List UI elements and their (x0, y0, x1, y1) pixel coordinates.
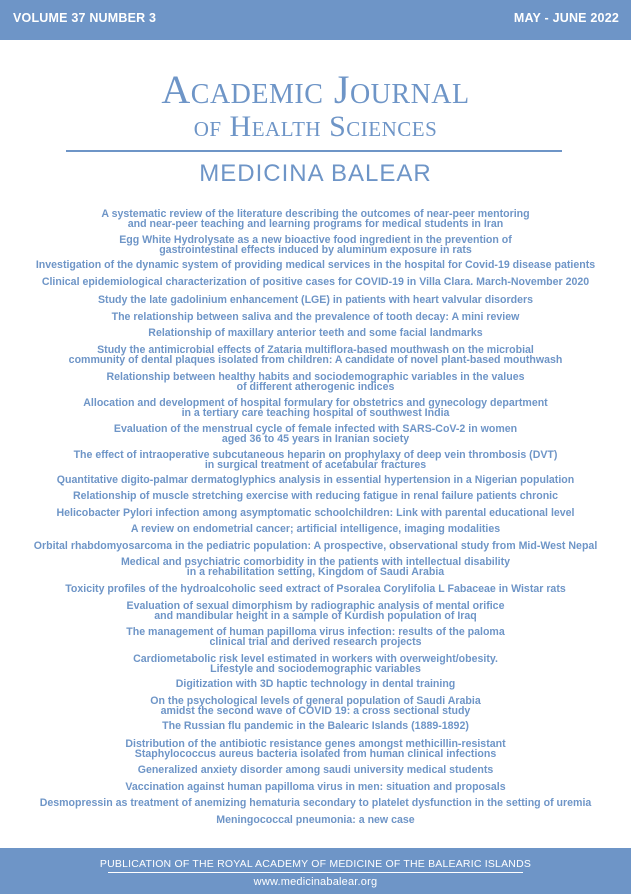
article-title-line: The management of human papilloma virus infection: results of the paloma (126, 626, 505, 638)
article-title-line: Lifestyle and sociodemographic variables (210, 662, 421, 675)
article-title[interactable] (6, 697, 625, 716)
bottom-banner (0, 848, 631, 894)
article-title[interactable] (6, 278, 625, 288)
journal-subtitle: MEDICINA BALEAR (199, 160, 432, 187)
article-title[interactable] (6, 329, 625, 339)
article-title-line: Helicobacter Pylori infection among asymptomatic schoolchildren: Link with parental educational level (56, 507, 575, 519)
article-title[interactable] (6, 655, 625, 674)
article-title-line: Staphylococcus aureus bacteria isolated from human clinical infections (134, 747, 497, 760)
article-title-line: Relationship of maxillary anterior teeth and some facial landmarks (148, 327, 483, 339)
article-title-line: On the psychological levels of general population of Saudi Arabia (150, 695, 481, 707)
article-title[interactable] (6, 313, 625, 323)
article-title[interactable] (6, 525, 625, 535)
article-title-line: gastrointestinal effects induced by aluminum exposure in rats (159, 243, 472, 256)
article-title[interactable] (6, 236, 625, 255)
article-title[interactable] (6, 766, 625, 776)
volume-number: VOLUME 37 NUMBER 3 (13, 11, 157, 25)
article-title[interactable] (6, 740, 625, 759)
article-title-line: The Russian flu pandemic in the Balearic Islands (1889-1892) (162, 720, 469, 732)
journal-title: Academic Journal (161, 67, 470, 112)
article-title-line: Relationship of muscle stretching exercise with reducing fatigue in renal failure patients chronic (72, 490, 559, 502)
article-title-line: Medical and psychiatric comorbidity in the patients with intellectual disability (120, 556, 511, 568)
article-title-line: in a rehabilitation setting, Kingdom of Saudi Arabia (186, 565, 445, 578)
article-title-line: community of dental plaques isolated from children: A candidate of novel plant-based mouthwash (68, 353, 563, 366)
article-title-line: and mandibular height in a sample of Kurdish population of Iraq (154, 609, 477, 622)
article-title[interactable] (6, 261, 625, 271)
article-title[interactable] (6, 492, 625, 502)
article-title-line: A review on endometrial cancer; artificial intelligence, imaging modalities (130, 523, 501, 535)
article-title[interactable] (6, 373, 625, 392)
article-title-line: Clinical epidemiological characterization of positive cases for COVID-19 in Villa Clara. March-November 2020 (41, 276, 590, 288)
article-title[interactable] (6, 346, 625, 365)
article-title[interactable] (6, 399, 625, 418)
article-title[interactable] (6, 509, 625, 519)
article-title-line: Allocation and development of hospital formulary for obstetrics and gynecology department (83, 397, 548, 409)
article-title-line: Meningococcal pneumonia: a new case (216, 814, 415, 826)
article-title-line: Study the antimicrobial effects of Zataria multiflora-based mouthwash on the microbial (97, 344, 534, 356)
article-title-line: of different atherogenic indices (236, 380, 395, 393)
article-title-line: Quantitative digito-palmar dermatoglyphics analysis in essential hypertension in a Nigerian population (56, 474, 575, 486)
article-title-line: amidst the second wave of COVID 19: a cross sectional study (160, 704, 471, 717)
article-title-line: Vaccination against human papilloma virus in men: situation and proposals (125, 781, 506, 793)
article-title-line: Relationship between healthy habits and sociodemographic variables in the values (106, 371, 525, 383)
article-title-line: aged 36 to 45 years in Iranian society (221, 432, 410, 445)
article-title[interactable] (6, 816, 625, 826)
article-title[interactable] (6, 680, 625, 690)
article-title-line: and near-peer teaching and learning programs for medical students in Iran (127, 217, 504, 230)
article-title[interactable] (6, 425, 625, 444)
article-title-line: Toxicity profiles of the hydroalcoholic seed extract of Psoralea Corylifolia L Fabaceae in Wistar rats (65, 583, 566, 595)
article-title[interactable] (6, 296, 625, 306)
article-title-line: Desmopressin as treatment of anemizing hematuria secondary to platelet dysfunction in the setting of uremia (39, 797, 592, 809)
article-title[interactable] (6, 722, 625, 732)
article-title[interactable] (6, 558, 625, 577)
top-banner (0, 0, 631, 40)
article-title-line: clinical trial and derived research projects (209, 635, 422, 648)
article-title[interactable] (6, 799, 625, 809)
title-divider (66, 150, 562, 152)
article-title[interactable] (6, 476, 625, 486)
publisher-name: PUBLICATION OF THE ROYAL ACADEMY OF MEDICINE OF THE BALEARIC ISLANDS (99, 858, 532, 870)
issue-date: MAY - JUNE 2022 (513, 11, 619, 25)
article-title[interactable] (6, 210, 625, 229)
article-title-line: Evaluation of the menstrual cycle of female infected with SARS-CoV-2 in women (113, 423, 518, 435)
article-title-line: Study the late gadolinium enhancement (LGE) in patients with heart valvular disorders (97, 294, 533, 306)
article-title-line: Evaluation of sexual dimorphism by radiographic analysis of mental orifice (126, 600, 505, 612)
article-title-line: The effect of intraoperative subcutaneous heparin on prophylaxy of deep vein thrombosis (DVT) (73, 449, 558, 461)
article-title[interactable] (6, 451, 625, 470)
article-title[interactable] (6, 628, 625, 647)
article-title-line: in a tertiary care teaching hospital of southwest India (181, 406, 450, 419)
article-title-line: Digitization with 3D haptic technology in dental training (175, 678, 456, 690)
article-title[interactable] (6, 602, 625, 621)
article-title-line: Generalized anxiety disorder among saudi university medical students (137, 764, 494, 776)
article-title-line: Cardiometabolic risk level estimated in workers with overweight/obesity. (133, 653, 498, 665)
journal-title-second-line: of Health Sciences (193, 110, 438, 143)
article-title[interactable] (6, 542, 625, 552)
website-link[interactable]: www.medicinabalear.org (253, 876, 378, 888)
article-title-line: Distribution of the antibiotic resistance genes amongst methicillin-resistant (125, 738, 506, 750)
article-title-line: Investigation of the dynamic system of providing medical services in the hospital for Covid-19 disease patients (35, 259, 596, 271)
article-title[interactable] (6, 585, 625, 595)
article-title-line: Orbital rhabdomyosarcoma in the pediatric population: A prospective, observational study from Mid-West Nepal (33, 540, 598, 552)
footer-divider (108, 872, 523, 873)
article-title-line: in surgical treatment of acetabular fractures (204, 458, 427, 471)
article-title-line: The relationship between saliva and the prevalence of tooth decay: A mini review (111, 311, 520, 323)
article-title-line: Egg White Hydrolysate as a new bioactive food ingredient in the prevention of (119, 234, 512, 246)
article-title-line: A systematic review of the literature describing the outcomes of near-peer mentoring (101, 208, 530, 220)
article-title[interactable] (6, 783, 625, 793)
